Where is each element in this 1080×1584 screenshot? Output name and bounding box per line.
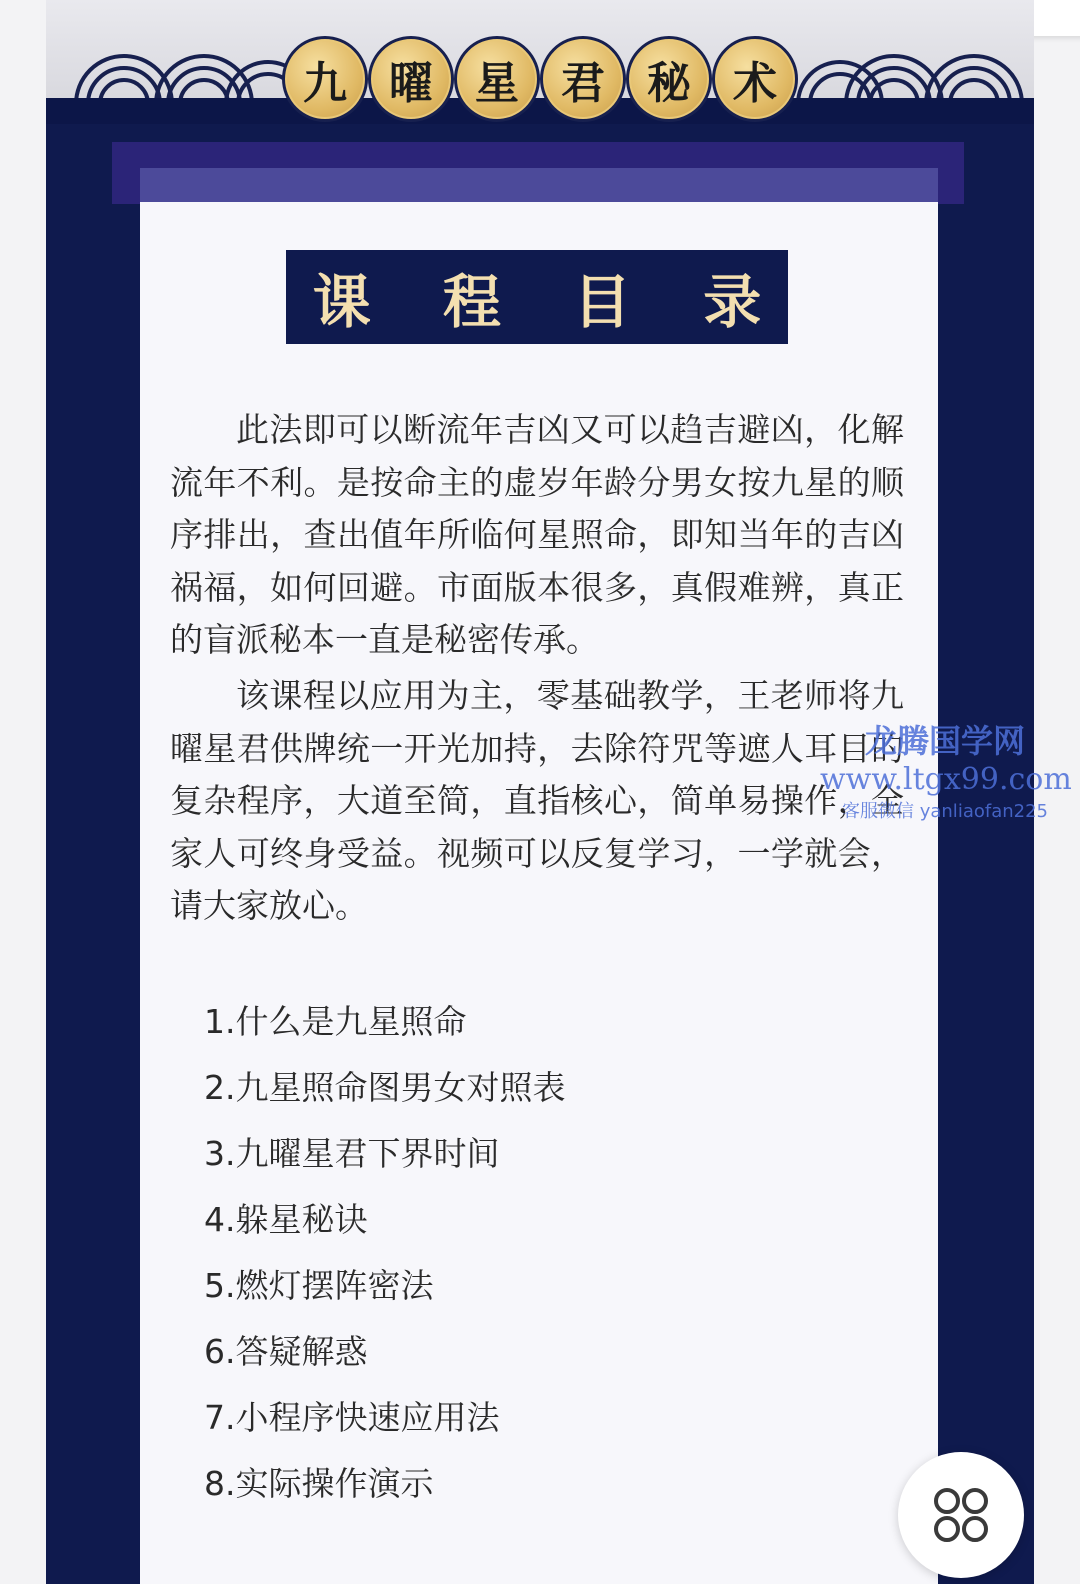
course-item-5: 5.燃灯摆阵密法 [204, 1266, 434, 1305]
course-item-8: 8.实际操作演示 [204, 1464, 434, 1503]
poster-title [282, 36, 798, 120]
title-char-5: 秘 [626, 36, 712, 122]
toc-heading: 课 程 目 录 [286, 250, 788, 344]
course-poster [46, 0, 1034, 1584]
title-char-3: 星 [454, 36, 540, 122]
title-char-4: 君 [540, 36, 626, 122]
description-paragraph-2: 该课程以应用为主，零基础教学，王老师将九曜星君供牌统一开光加持，去除符咒等遮人耳目的复杂程序，大道至简，直指核心，简单易操作，全家人可终身受益。视频可以反复学习，一学就会，请大家放心。 [170, 676, 904, 925]
grid-icon [929, 1483, 993, 1547]
course-list [204, 996, 566, 1524]
watermark-site-name: 龙腾国学网 [864, 722, 1025, 760]
course-item-2: 2.九星照命图男女对照表 [204, 1068, 566, 1107]
watermark-contact: 客服微信 yanliaofan225 [842, 801, 1048, 822]
course-item-6: 6.答疑解惑 [204, 1332, 368, 1371]
course-item-4: 4.躲星秘诀 [204, 1200, 368, 1239]
course-item-7: 7.小程序快速应用法 [204, 1398, 500, 1437]
description-paragraph-1: 此法即可以断流年吉凶又可以趋吉避凶，化解流年不利。是按命主的虚岁年龄分男女按九星的顺序排出，查出值年所临何星照命，即知当年的吉凶祸福，如何回避。市面版本很多，真假难辨，真正的盲派秘本一直是秘密传承。 [170, 410, 904, 659]
course-item-3: 3.九曜星君下界时间 [204, 1134, 500, 1173]
purple-band-inner [140, 168, 938, 204]
title-char-1: 九 [282, 36, 368, 122]
title-char-2: 曜 [368, 36, 454, 122]
title-char-6: 术 [712, 36, 798, 122]
course-item-1: 1.什么是九星照命 [204, 1002, 467, 1041]
watermark-url: www.ltgx99.com [820, 762, 1072, 797]
floating-menu-button[interactable] [898, 1452, 1024, 1578]
